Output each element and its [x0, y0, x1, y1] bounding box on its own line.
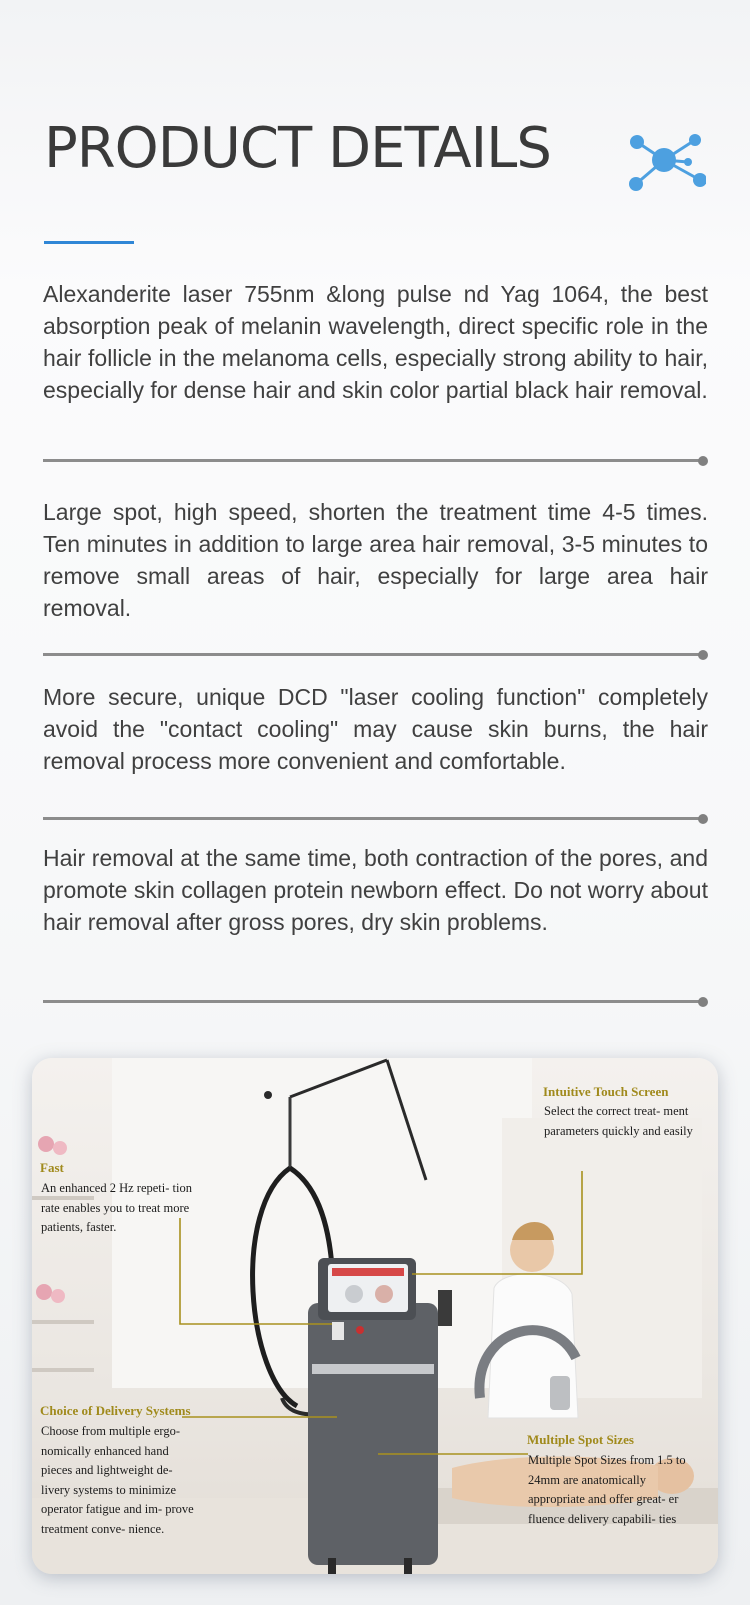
feature-text-fast: An enhanced 2 Hz repeti- tion rate enables you to treat more patients, faster.: [41, 1181, 192, 1234]
paragraph-speed: Large spot, high speed, shorten the treatment time 4-5 times. Ten minutes in addition to large area hair removal, 3-5 minutes to remove small areas of hair, especially for large area hair removal.: [43, 499, 708, 621]
feature-text-touch-screen: Select the correct treat- ment parameters quickly and easily: [544, 1104, 693, 1138]
paragraph-pores: Hair removal at the same time, both contraction of the pores, and promote skin collagen protein newborn effect. Do not worry about hair removal after gross pores, dry skin problems.: [43, 845, 708, 935]
molecule-icon: [628, 132, 706, 194]
feature-title-spot-sizes: Multiple Spot Sizes: [527, 1432, 634, 1447]
divider: [43, 653, 702, 656]
paragraph-cooling: More secure, unique DCD "laser cooling function" completely avoid the "contact cooling" may cause skin burns, the hair removal process more convenient and comfortable.: [43, 684, 708, 774]
feature-title-touch-screen: Intuitive Touch Screen: [543, 1084, 669, 1099]
page-title: PRODUCT DETAILS: [44, 116, 551, 181]
feature-text-spot-sizes: Multiple Spot Sizes from 1.5 to 24mm are anatomically appropriate and offer great- er fluence delivery capabili- ties: [528, 1453, 686, 1526]
feature-title-delivery: Choice of Delivery Systems: [40, 1403, 191, 1418]
feature-text-delivery: Choose from multiple ergo- nomically enhanced hand pieces and lightweight de- livery systems to minimize operator fatigue and im- prove treatment conve- nience.: [41, 1424, 194, 1536]
paragraph-absorption: Alexanderite laser 755nm &long pulse nd Yag 1064, the best absorption peak of melanin wavelength, direct specific role in the hair follicle in the melanoma cells, especially strong ability to hair, especially for dense hair and skin color partial black hair removal.: [43, 281, 708, 403]
divider: [43, 817, 702, 820]
title-accent-line: [44, 241, 134, 244]
feature-title-fast: Fast: [40, 1160, 64, 1175]
product-feature-panel: [32, 1058, 718, 1574]
divider: [43, 459, 702, 462]
divider: [43, 1000, 702, 1003]
